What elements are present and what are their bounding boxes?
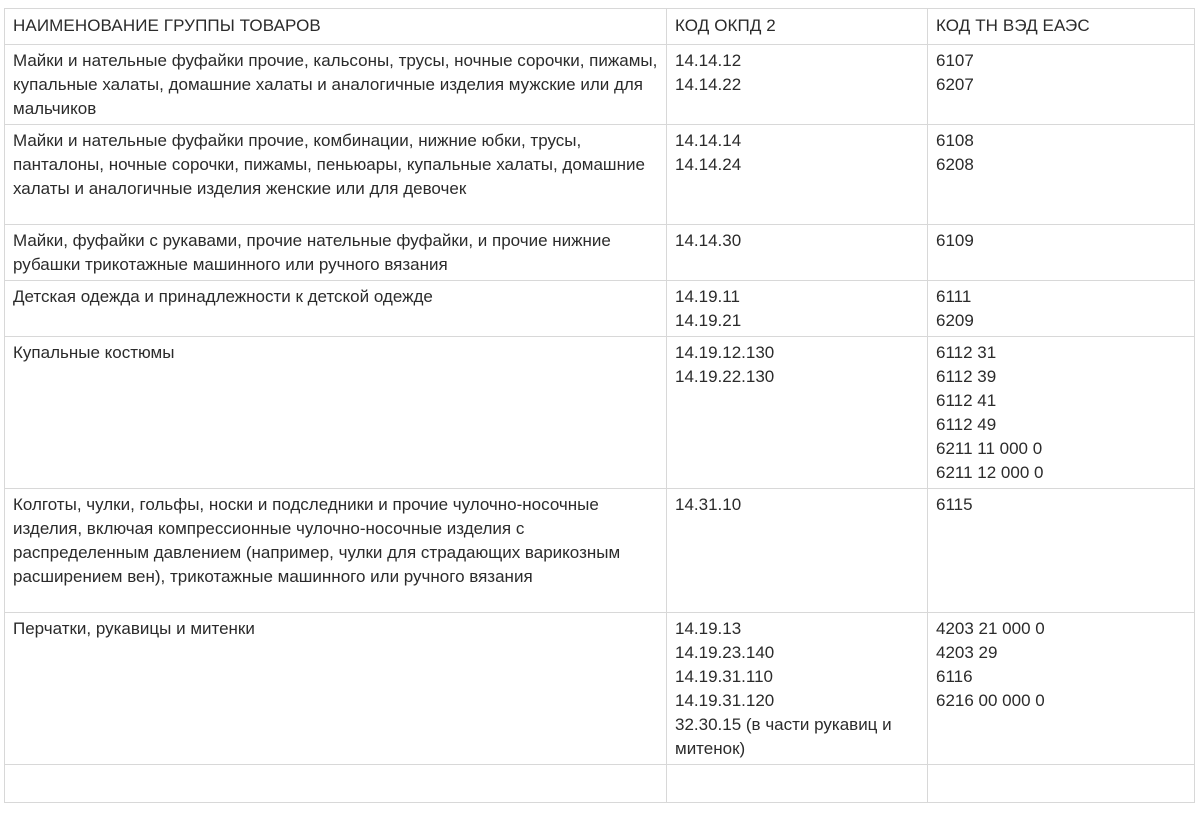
tnved-code: 6108 [936,131,974,150]
table-row-partial [5,765,1195,803]
okpd2-code: 14.19.31.110 [675,667,773,686]
tnved-code: 6115 [936,495,973,514]
tnved-code: 6112 41 [936,391,997,410]
empty-cell [5,765,667,803]
product-group-name: Майки и нательные фуфайки прочие, комбинации, нижние юбки, трусы, панталоны, ночные сорочки, пижамы, пеньюары, купальные халаты, домашние халаты и аналогичные изделия женские или для девочек [5,125,667,225]
tnved-code: 4203 29 [936,643,998,662]
product-group-name: Майки, фуфайки с рукавами, прочие нательные фуфайки, и прочие нижние рубашки трикотажные машинного или ручного вязания [5,225,667,281]
okpd2-codes [667,125,928,225]
table-row [5,125,1195,225]
okpd2-code: 14.14.22 [675,75,742,94]
table-row [5,613,1195,765]
tnved-code: 6207 [936,75,974,94]
empty-cell [928,765,1195,803]
okpd2-codes [667,281,928,337]
table-row [5,337,1195,489]
okpd2-code: 14.19.12.130 [675,343,775,362]
header-tnved-code: КОД ТН ВЭД ЕАЭС [928,9,1195,45]
table-row [5,225,1195,281]
tnved-code: 6107 [936,51,974,70]
tnved-code: 6112 49 [936,415,997,434]
okpd2-code: 14.14.14 [675,131,742,150]
header-product-group: НАИМЕНОВАНИЕ ГРУППЫ ТОВАРОВ [5,9,667,45]
okpd2-code: 14.19.22.130 [675,367,775,386]
product-group-name: Детская одежда и принадлежности к детской одежде [5,281,667,337]
tnved-codes [928,489,1195,613]
okpd2-code: 32.30.15 (в части рукавиц и митенок) [675,715,892,758]
okpd2-code: 14.14.12 [675,51,742,70]
okpd2-code: 14.19.13 [675,619,742,638]
tnved-code: 6211 11 000 0 [936,439,1043,458]
okpd2-codes [667,489,928,613]
tnved-code: 6208 [936,155,974,174]
okpd2-codes [667,225,928,281]
empty-cell [667,765,928,803]
okpd2-codes [667,613,928,765]
tnved-code: 6112 39 [936,367,997,386]
tnved-code: 6216 00 000 0 [936,691,1045,710]
tnved-codes [928,125,1195,225]
tnved-code: 6111 [936,287,972,306]
product-group-name: Колготы, чулки, гольфы, носки и подследники и прочие чулочно-носочные изделия, включая компрессионные чулочно-носочные изделия с распределенным давлением (например, чулки для страдающих варикозным расширением вен), трикотажные машинного или ручного вязания [5,489,667,613]
tnved-code: 6209 [936,311,974,330]
tnved-code: 4203 21 000 0 [936,619,1045,638]
okpd2-codes [667,337,928,489]
tnved-code: 6112 31 [936,343,997,362]
okpd2-code: 14.19.11 [675,287,740,306]
okpd2-code: 14.19.31.120 [675,691,775,710]
okpd2-codes [667,45,928,125]
tnved-code: 6116 [936,667,973,686]
okpd2-code: 14.14.30 [675,231,742,250]
okpd2-code: 14.31.10 [675,495,742,514]
table-row [5,489,1195,613]
okpd2-code: 14.19.23.140 [675,643,775,662]
tnved-codes [928,225,1195,281]
product-codes-table [4,8,1195,803]
header-okpd2-code: КОД ОКПД 2 [667,9,928,45]
table-row [5,45,1195,125]
product-group-name: Перчатки, рукавицы и митенки [5,613,667,765]
product-group-name: Майки и нательные фуфайки прочие, кальсоны, трусы, ночные сорочки, пижамы, купальные халаты, домашние халаты и аналогичные изделия мужские или для мальчиков [5,45,667,125]
tnved-codes [928,337,1195,489]
tnved-code: 6211 12 000 0 [936,463,1044,482]
tnved-code: 6109 [936,231,974,250]
tnved-codes [928,613,1195,765]
table-header-row [5,9,1195,45]
tnved-codes [928,281,1195,337]
product-group-name: Купальные костюмы [5,337,667,489]
tnved-codes [928,45,1195,125]
table-row [5,281,1195,337]
okpd2-code: 14.14.24 [675,155,742,174]
okpd2-code: 14.19.21 [675,311,742,330]
